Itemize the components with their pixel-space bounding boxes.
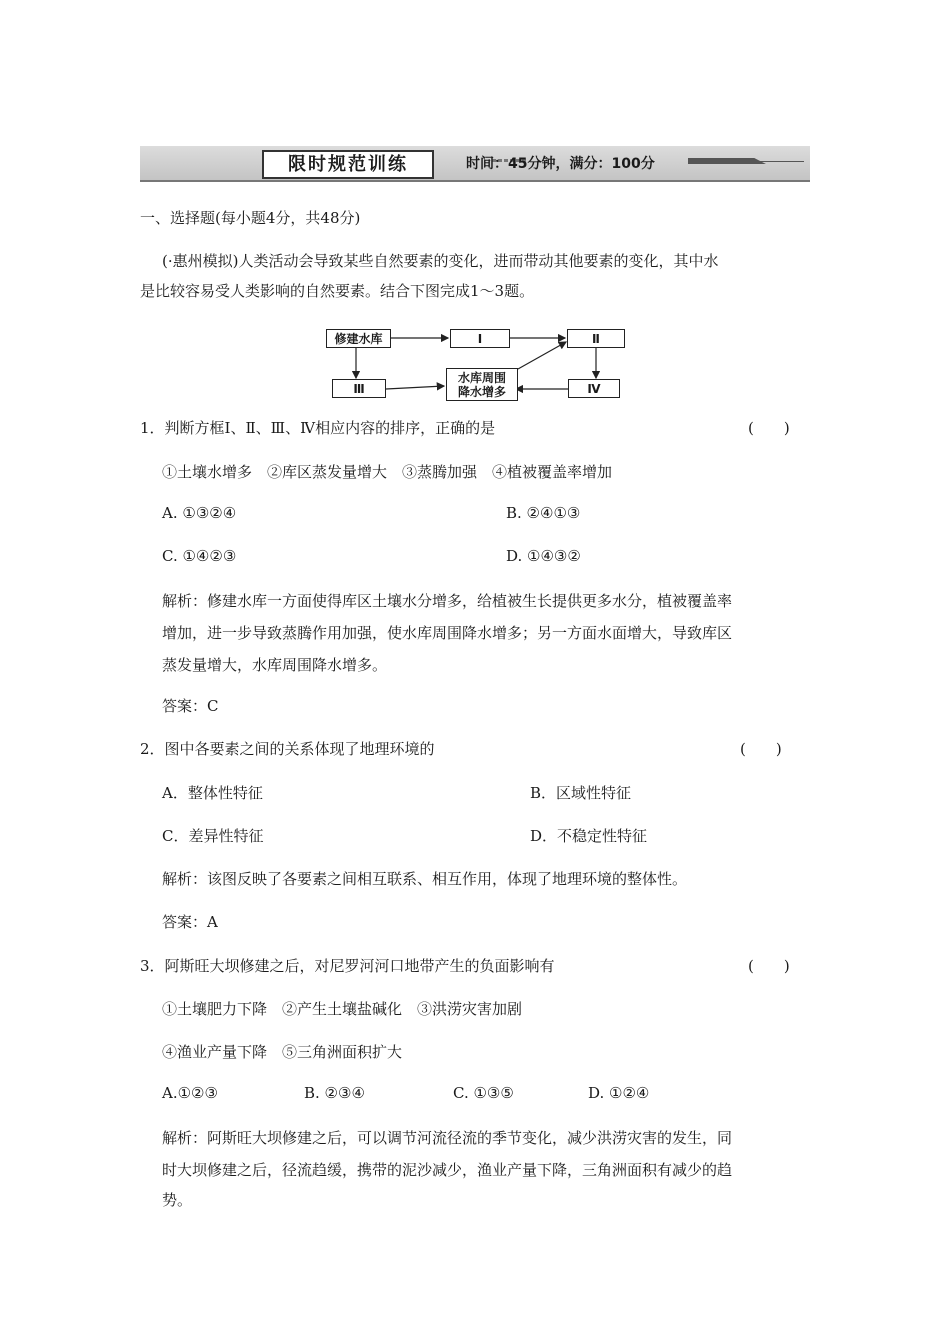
q3-items-line-2: ④渔业产量下降 ⑤三角洲面积扩大 [162, 1043, 403, 1061]
q2-stem: 2．图中各要素之间的关系体现了地理环境的 [140, 740, 435, 758]
section-heading: 一、选择题(每小题4分，共48分) [140, 209, 361, 227]
node-i: Ⅰ [450, 329, 510, 348]
q1-items: ①土壤水增多 ②库区蒸发量增大 ③蒸腾加强 ④植被覆盖率增加 [162, 463, 613, 481]
banner-rule-decoration [740, 161, 804, 162]
q3-option-b: B. ②③④ [304, 1084, 365, 1102]
q3-analysis-line-1: 解析：阿斯旺大坝修建之后，可以调节河流径流的季节变化，减少洪涝灾害的发生，同 [162, 1129, 733, 1147]
q2-option-c: C．差异性特征 [162, 827, 264, 845]
q2-option-d: D．不稳定性特征 [530, 827, 648, 845]
node-ii: Ⅱ [567, 329, 625, 348]
node-build-reservoir: 修建水库 [326, 329, 391, 348]
node-rainfall-increase [446, 368, 518, 401]
intro-line-2: 是比较容易受人类影响的自然要素。结合下图完成1～3题。 [140, 282, 535, 300]
node-iv: Ⅳ [568, 379, 620, 398]
q3-analysis-line-3: 势。 [162, 1191, 193, 1209]
q1-option-b: B. ②④①③ [506, 504, 581, 522]
node-iii: Ⅲ [332, 379, 386, 398]
q1-answer: 答案：C [162, 697, 219, 715]
q1-analysis-line-1: 解析：修建水库一方面使得库区土壤水分增多，给植被生长提供更多水分，植被覆盖率 [162, 592, 733, 610]
banner-time-score: 时间：45分钟，满分：100分 [466, 156, 655, 172]
q1-analysis-line-3: 蒸发量增大，水库周围降水增多。 [162, 656, 388, 674]
q2-answer-bracket: ( ) [740, 740, 782, 758]
q1-stem: 1．判断方框Ⅰ、Ⅱ、Ⅲ、Ⅳ相应内容的排序，正确的是 [140, 419, 496, 437]
q3-items-line-1: ①土壤肥力下降 ②产生土壤盐碱化 ③洪涝灾害加剧 [162, 1000, 523, 1018]
q3-option-c: C. ①③⑤ [453, 1084, 514, 1102]
q1-option-c: C. ①④②③ [162, 547, 237, 565]
q3-stem: 3．阿斯旺大坝修建之后，对尼罗河河口地带产生的负面影响有 [140, 957, 555, 975]
banner-title: 限时规范训练 [262, 150, 434, 179]
q2-option-a: A．整体性特征 [162, 784, 263, 802]
node-rainfall-line-2: 降水增多 [457, 384, 506, 399]
q3-analysis-line-2: 时大坝修建之后，径流趋缓，携带的泥沙减少，渔业产量下降，三角洲面积有减少的趋 [162, 1161, 733, 1179]
q3-option-a: A.①②③ [162, 1084, 218, 1102]
q1-analysis-line-2: 增加，进一步导致蒸腾作用加强，使水库周围降水增多；另一方面水面增大，导致库区 [162, 624, 733, 642]
q1-option-a: A. ①③②④ [162, 504, 237, 522]
flow-diagram [322, 324, 628, 402]
q1-answer-bracket: ( ) [748, 419, 790, 437]
q1-option-d: D. ①④③② [506, 547, 581, 565]
q3-answer-bracket: ( ) [748, 957, 790, 975]
intro-line-1: (·惠州模拟)人类活动会导致某些自然要素的变化，进而带动其他要素的变化，其中水 [162, 252, 719, 270]
node-rainfall-line-1: 水库周围 [457, 370, 506, 385]
q2-answer: 答案：A [162, 913, 218, 931]
header-banner [140, 146, 810, 182]
q2-analysis: 解析：该图反映了各要素之间相互联系、相互作用，体现了地理环境的整体性。 [162, 870, 688, 888]
q3-option-d: D. ①②④ [588, 1084, 650, 1102]
q2-option-b: B．区域性特征 [530, 784, 632, 802]
